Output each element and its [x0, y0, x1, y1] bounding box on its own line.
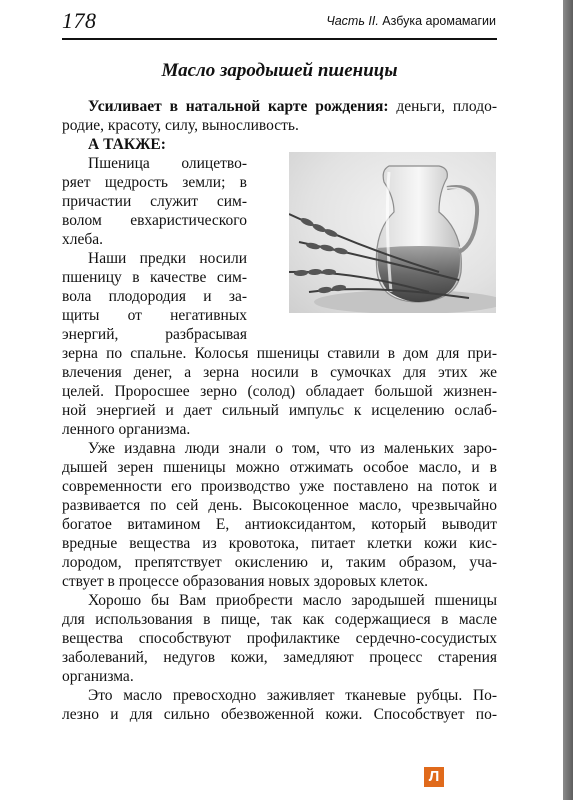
p1-line-4: волом евхаристического	[62, 212, 247, 229]
p3-line-8: ствует в процессе образования новых здоровых клеток.	[62, 573, 429, 590]
running-header-section: Азбука аромамагии	[382, 14, 496, 28]
intro-text: деньги, плодо-	[388, 98, 497, 115]
p2-line-7: влечения денег, а зерна носили в сумочках для этих же	[62, 364, 497, 381]
p3-line-5: богатое витамином Е, антиоксидантом, который выводит	[62, 516, 497, 533]
p1-line-2: ряет щедрость земли; в	[62, 174, 247, 191]
p3-line-4: развивается по сей день. Высокоценное масло, чрезвычайно	[62, 497, 497, 514]
p4-line-5: организма.	[62, 668, 134, 685]
wheat-oil-jug-photo	[289, 152, 496, 313]
p1-line-5: хлеба.	[62, 231, 104, 248]
p2-line-4: щиты от негативных	[62, 307, 247, 324]
p4-line-2: для использования в пище, так как содержащиеся в масле	[62, 611, 497, 628]
p2-line-2: пшеницу в качестве сим-	[62, 269, 247, 286]
p1-line-3: причастии служит сим-	[62, 193, 247, 210]
p5-line-2: лезно и для сильно обезвоженной кожи. Способствует по-	[62, 706, 497, 723]
p5-line-1: Это масло превосходно заживляет тканевые рубцы. По-	[88, 687, 497, 704]
intro-line-2: родие, красоту, силу, выносливость.	[62, 117, 299, 134]
intro-label: Усиливает в натальной карте рождения:	[88, 98, 389, 115]
page-number: 178	[62, 8, 97, 33]
p2-line-8: целей. Проросшее зерно (солод) обладает большой жизнен-	[62, 383, 497, 400]
running-header-part: Часть II.	[326, 14, 379, 28]
p4-line-3: вещества способствуют профилактике сердечно-сосудистых	[62, 630, 497, 647]
section-title: Масло зародышей пшеницы	[161, 60, 398, 81]
p2-line-5: энергий, разбрасывая	[62, 326, 247, 343]
p2-line-9: ной энергией и дает сильный импульс к исцелению ослаб-	[62, 402, 497, 419]
running-header	[326, 14, 496, 28]
page-edge-shadow	[563, 0, 573, 800]
p2-line-10: ленного организма.	[62, 421, 191, 438]
p3-line-6: вредные вещества из кровотока, питает клетки кожи кис-	[62, 535, 497, 552]
p4-line-4: заболеваний, недугов кожи, замедляют процесс старения	[62, 649, 497, 666]
p3-line-2: дышей зерен пшеницы можно отжимать особое масло, и в	[62, 459, 497, 476]
p2-line-1: Наши предки носили	[88, 250, 247, 267]
p2-line-3: вола плодородия и за-	[62, 288, 247, 305]
p3-line-3: современности его производство уже поставлено на поток и	[62, 478, 497, 495]
labirint-logo-icon: Л	[424, 767, 444, 787]
p4-line-1: Хорошо бы Вам приобрести масло зародышей пшеницы	[88, 592, 497, 609]
header-rule	[62, 38, 497, 40]
intro-line-1	[88, 97, 497, 116]
p3-line-7: лородом, препятствует окислению и, таким образом, уча-	[62, 554, 497, 571]
p2-line-6: зерна по спальне. Колосья пшеницы ставили в дом для при-	[62, 345, 497, 362]
p3-line-1: Уже издавна люди знали о том, что из маленьких заро-	[88, 440, 497, 457]
also-heading: А ТАКЖЕ:	[88, 136, 166, 153]
p1-line-1: Пшеница олицетво-	[88, 155, 247, 172]
